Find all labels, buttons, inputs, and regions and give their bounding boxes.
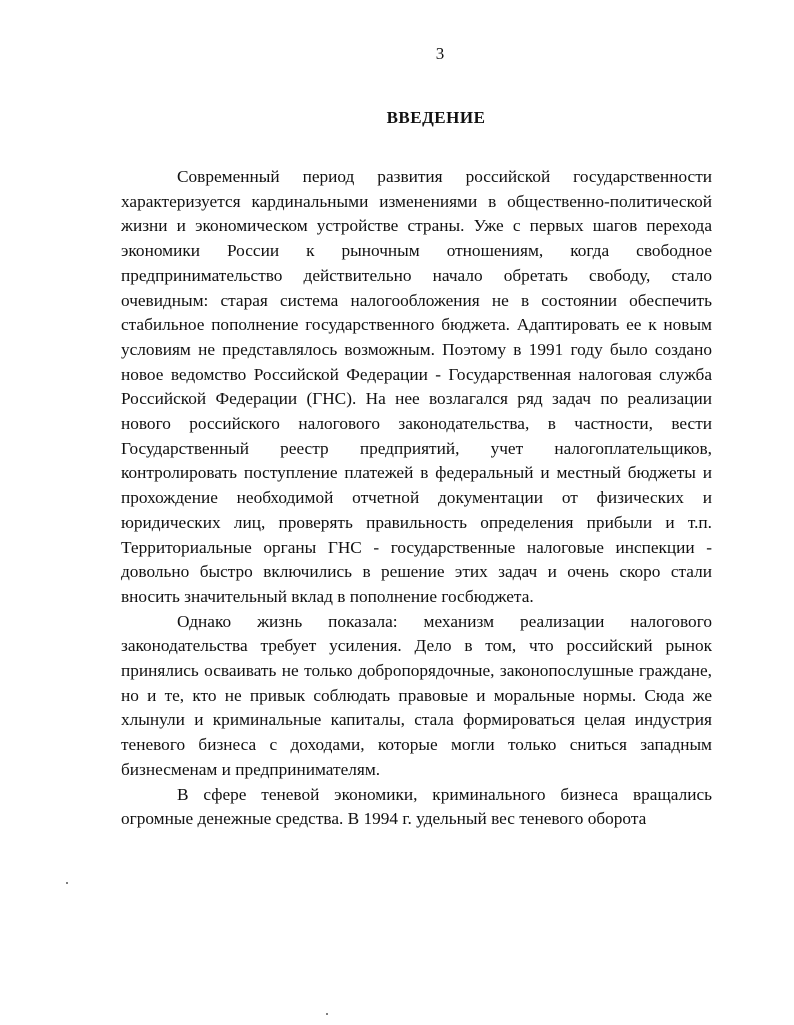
section-heading: ВВЕДЕНИЕ bbox=[386, 108, 486, 127]
scan-speck bbox=[326, 1013, 328, 1015]
paragraph-1: Современный период развития российской государственности характеризуется кардинальными изменениями в общественно-политической жизни и экономическом устройстве страны. Уже с первых шагов перехода экономики России к рыночным отношениям, когда свободное предпринимательство действительно начало обретать свободу, стало очевидным: старая система налогообложения не в состоянии обеспечить стабильное пополнение государственного бюджета. Адаптировать ее к новым условиям не представлялось возможным. Поэтому в 1991 году было создано новое ведомство Российской Федерации - Государственная налоговая служба Российской Федерации (ГНС). На нее возлагался ряд задач по реализации нового российского налогового законодательства, в частности, вести Государственный реестр предприятий, учет налогоплательщиков, контролировать поступление платежей в федеральный и местный бюджеты и прохождение необходимой отчетной документации от физических и юридических лиц, проверять правильность определения прибыли и т.п. Территориальные органы ГНС - государственные налоговые инспекции - довольно быстро включились в решение этих задач и очень скоро стали вносить значительный вклад в пополнение госбюджета. bbox=[121, 167, 712, 606]
paragraph-3: В сфере теневой экономики, криминального бизнеса вращались огромные денежные средства. В 1994 г. удельный вес теневого оборота bbox=[121, 784, 712, 829]
scan-speck bbox=[66, 882, 68, 884]
page-number: 3 bbox=[435, 44, 445, 63]
paragraph-2: Однако жизнь показала: механизм реализации налогового законодательства требует усиления. Дело в том, что российский рынок принялись осваивать не только добропорядочные, законопослушные граждане, но и те, кто не привык соблюдать правовые и моральные нормы. Сюда же хлынули и криминальные капиталы, стала формироваться целая индустрия теневого бизнеса с доходами, которые могли только сниться западным бизнесменам и предпринимателям. bbox=[121, 611, 712, 779]
body-text bbox=[121, 165, 712, 832]
